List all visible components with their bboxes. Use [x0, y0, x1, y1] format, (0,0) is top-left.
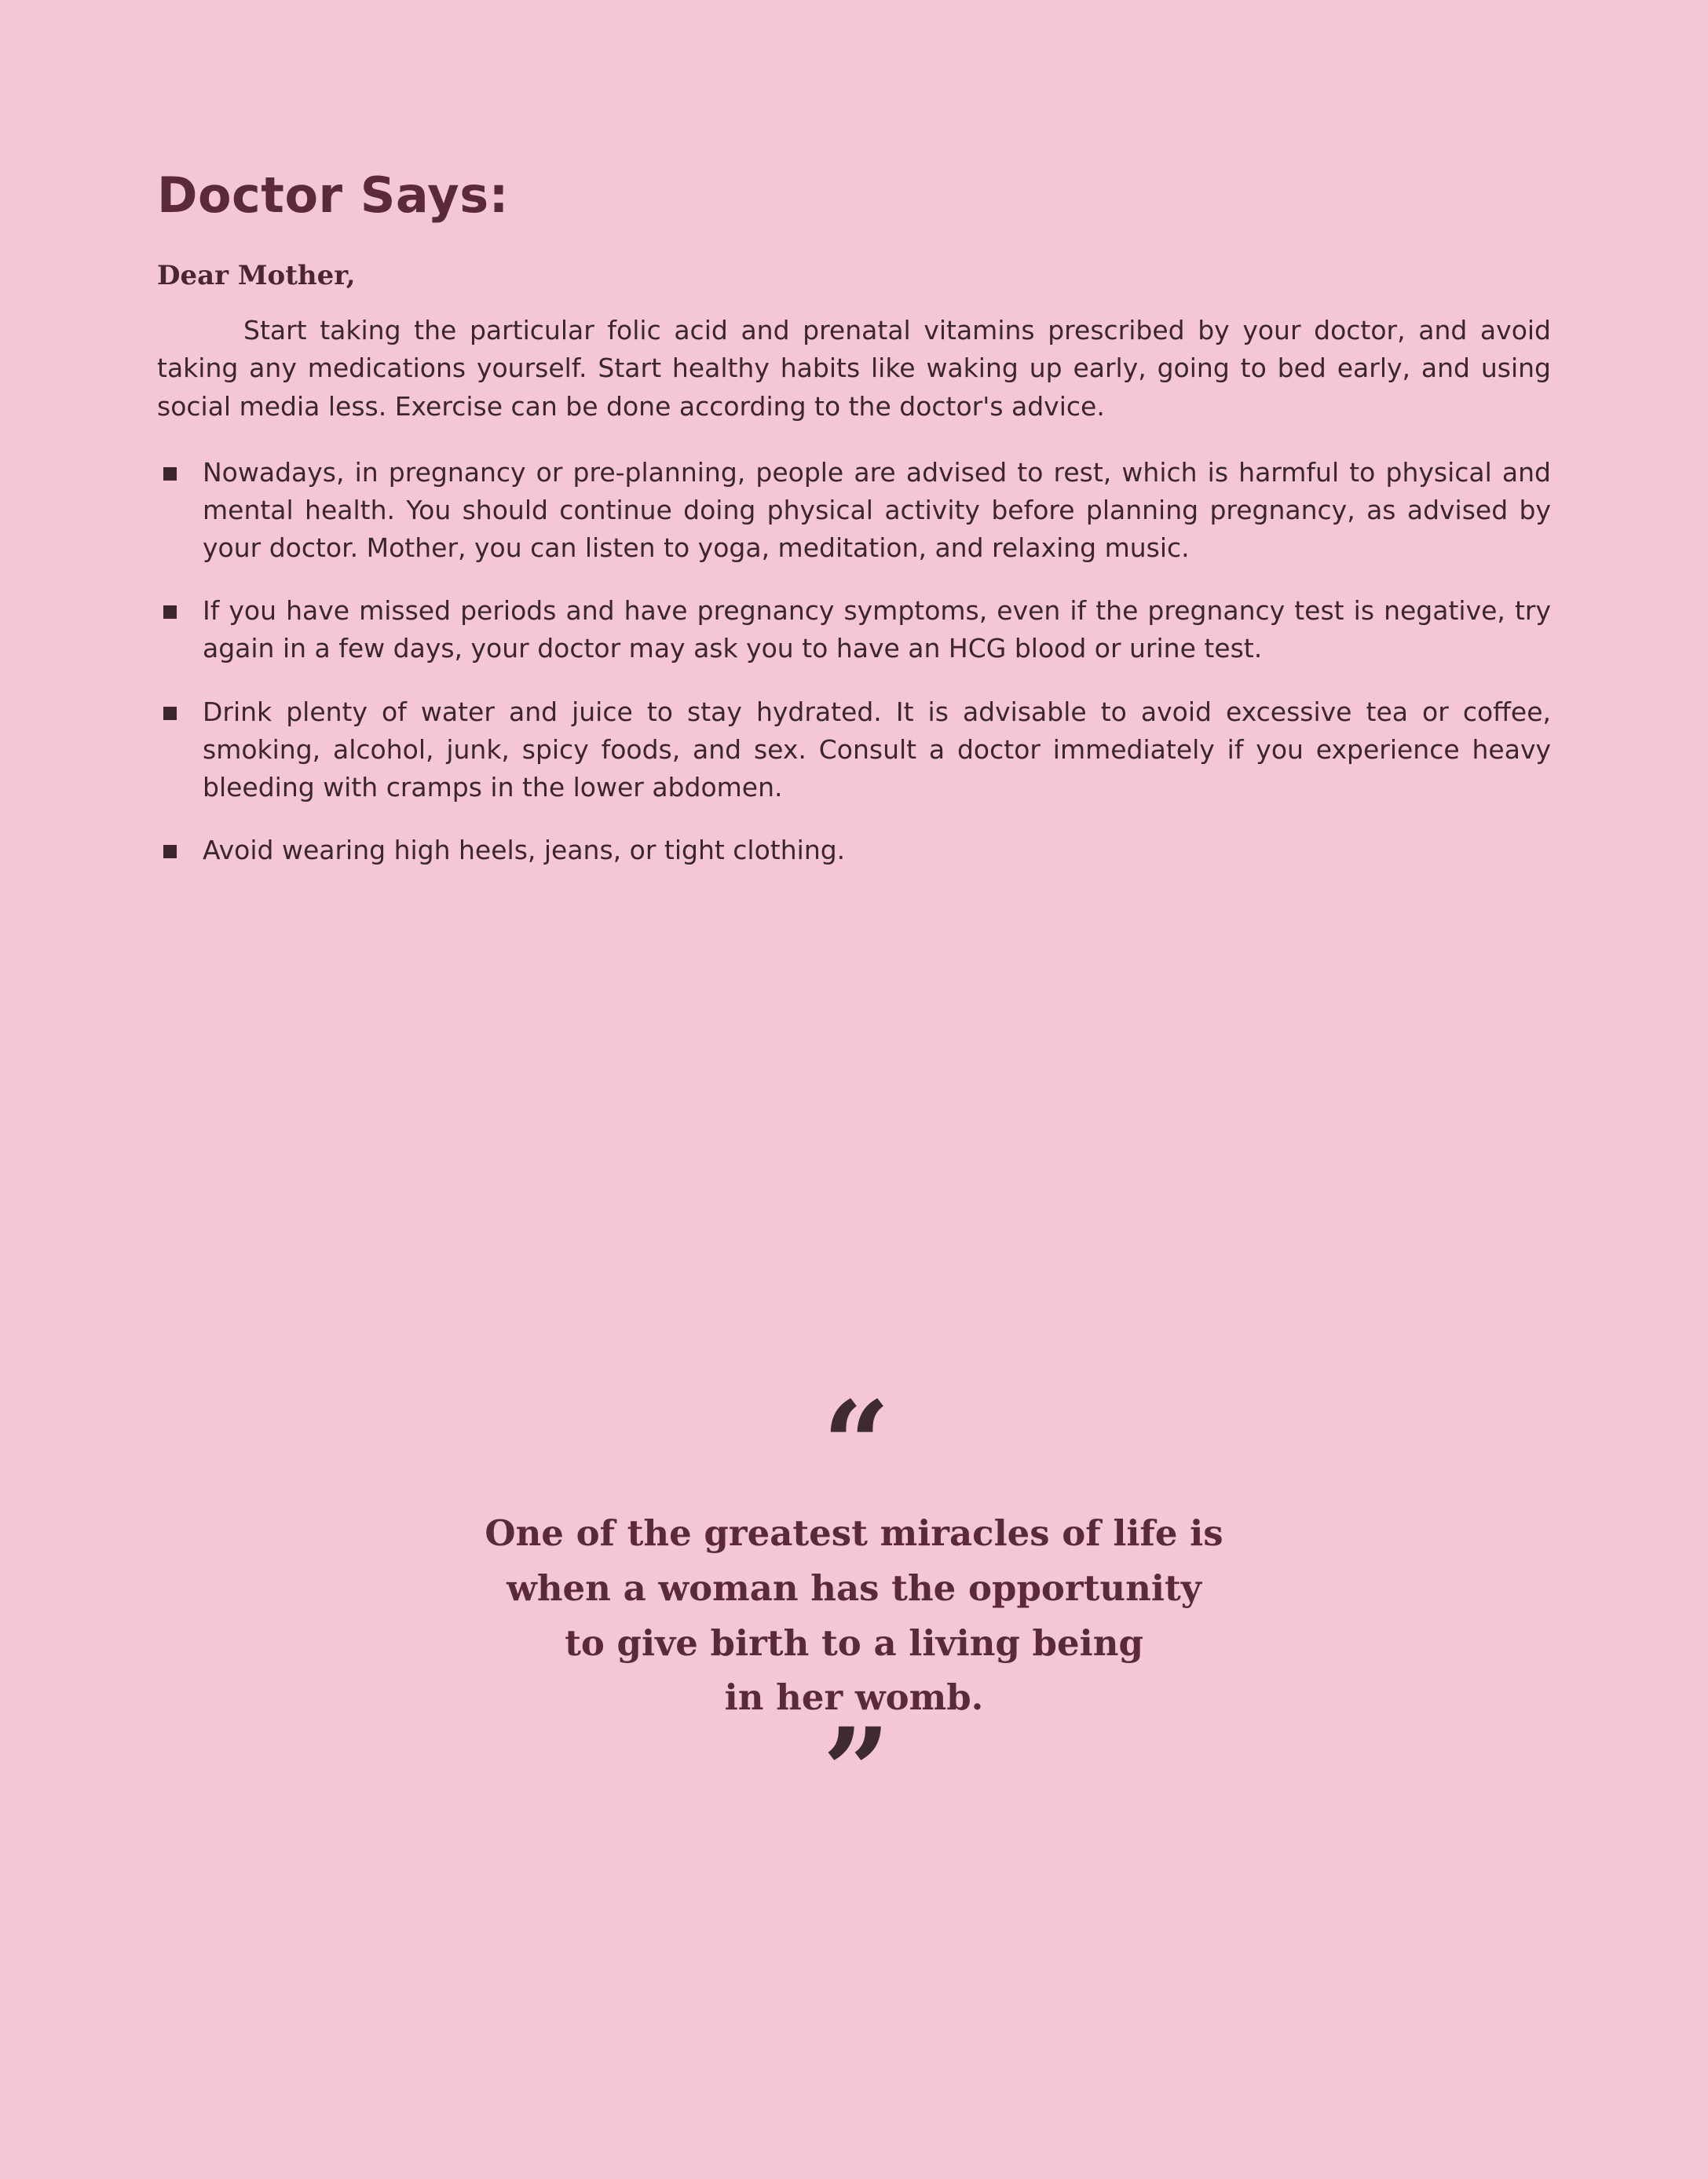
quote-line: in her womb.	[724, 1676, 984, 1719]
list-item-text: Nowadays, in pregnancy or pre-planning, people are advised to rest, which is harmful to physical and mental health. You should continue doing physical activity before planning pregnancy, as advised by your doctor. Mother, you can listen to yoga, meditation, and relaxing music.	[203, 456, 1551, 564]
square-bullet-icon	[163, 707, 177, 720]
list-item-text: Drink plenty of water and juice to stay hydrated. It is advisable to avoid excessive tea or coffee, smoking, alcohol, junk, spicy foods, and sex. Consult a doctor immediately if you experience heavy bleeding with cramps in the lower abdomen.	[203, 696, 1551, 803]
list-item-text: Avoid wearing high heels, jeans, or tight clothing.	[203, 835, 846, 866]
quote-line: One of the greatest miracles of life is	[485, 1512, 1223, 1554]
pull-quote	[0, 1376, 1708, 1841]
list-item	[157, 454, 1551, 568]
list-item-text: If you have missed periods and have pregnancy symptoms, even if the pregnancy test is negative, try again in a few days, your doctor may ask you to have an HCG blood or urine test.	[203, 595, 1551, 664]
quote-open-icon: “	[822, 1376, 886, 1514]
advice-list	[157, 454, 1551, 870]
square-bullet-icon	[163, 605, 177, 619]
square-bullet-icon	[163, 845, 177, 858]
salutation: Dear Mother,	[157, 260, 356, 292]
quote-line: when a woman has the opportunity	[507, 1567, 1201, 1609]
list-item	[157, 832, 1551, 869]
intro-paragraph: Start taking the particular folic acid and prenatal vitamins prescribed by your doctor, and avoid taking any medications yourself. Start healthy habits like waking up early, going to bed early, and using social media less. Exercise can be done according to the doctor's advice.	[157, 315, 1551, 422]
list-item	[157, 693, 1551, 807]
quote-line: to give birth to a living being	[565, 1621, 1143, 1664]
page-title: Doctor Says:	[157, 166, 509, 224]
quote-close-icon: ”	[822, 1702, 886, 1841]
list-item	[157, 592, 1551, 667]
square-bullet-icon	[163, 467, 177, 481]
